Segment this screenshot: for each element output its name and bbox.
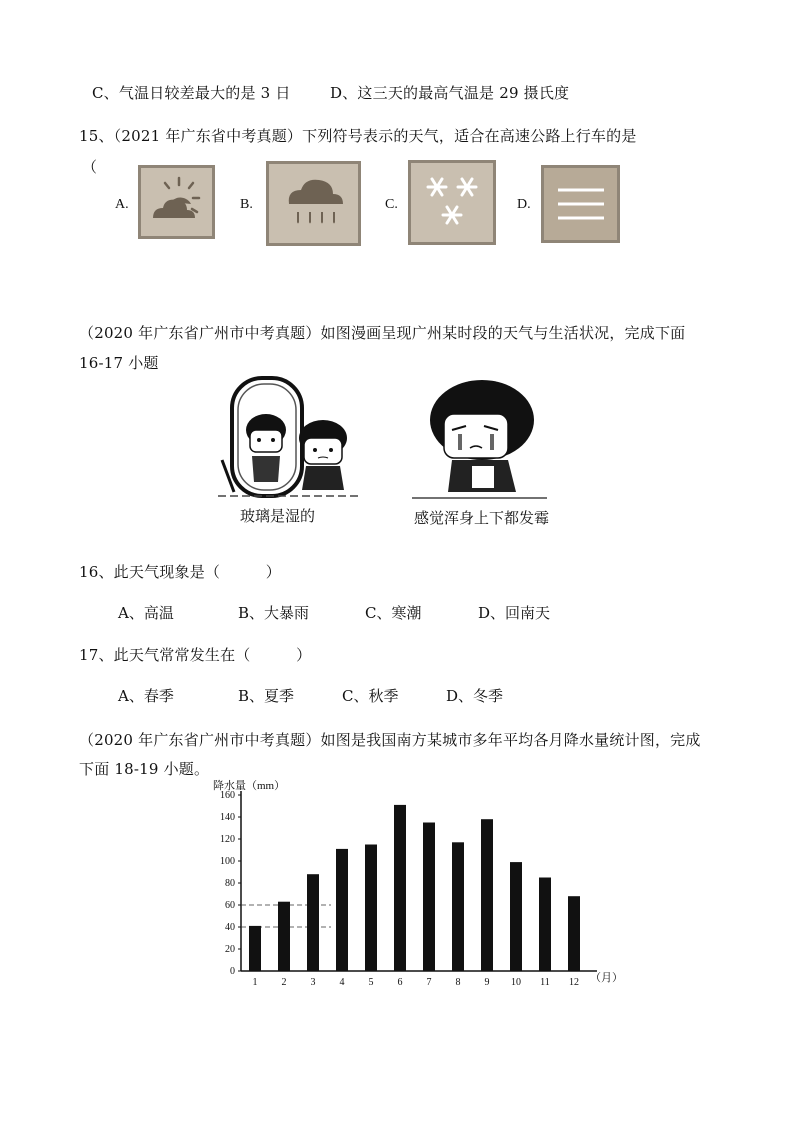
- chart-bar-month-10: [510, 862, 522, 971]
- caption-right: 感觉浑身上下都发霉: [414, 509, 550, 527]
- chart-y-tick-label: 160: [220, 790, 235, 801]
- q15-paren: （: [82, 158, 98, 176]
- chart-y-tick-label: 100: [220, 856, 235, 867]
- caption-left: 玻璃是湿的: [240, 507, 316, 525]
- intro-18-19-line2: 下面 18-19 小题。: [79, 760, 210, 778]
- cartoon-mouldy: [412, 374, 547, 508]
- chart-x-tick-label: 3: [310, 977, 316, 988]
- chart-x-tick-label: 11: [540, 977, 550, 988]
- q16-option-b: B、大暴雨: [238, 604, 310, 622]
- chart-x-tick-label: 8: [455, 977, 461, 988]
- q15-option-a-label: A.: [115, 197, 129, 212]
- q16-stem: 16、此天气现象是（ ）: [79, 563, 281, 581]
- precipitation-chart: [205, 775, 625, 1000]
- chart-y-tick-label: 120: [220, 834, 235, 845]
- intro-16-17-line2: 16-17 小题: [79, 354, 159, 372]
- chart-y-tick-label: 80: [225, 878, 235, 889]
- q17-option-a: A、春季: [118, 687, 174, 705]
- chart-y-tick-label: 40: [225, 922, 235, 933]
- chart-x-tick-label: 6: [397, 977, 403, 988]
- chart-y-tick-label: 140: [220, 812, 235, 823]
- chart-ylabel: 降水量（mm）: [213, 780, 286, 792]
- chart-bar-month-8: [452, 842, 464, 971]
- chart-y-tick-label: 0: [230, 966, 235, 977]
- chart-y-tick-label: 20: [225, 944, 235, 955]
- chart-x-tick-label: 2: [281, 977, 287, 988]
- chart-bar-month-3: [307, 874, 319, 971]
- chart-x-tick-label: 5: [368, 977, 374, 988]
- chart-x-tick-label: 1: [252, 977, 258, 988]
- chart-bar-month-7: [423, 823, 435, 972]
- q17-stem: 17、此天气常常发生在（ ）: [79, 646, 312, 664]
- q15-option-c-label: C.: [385, 197, 398, 212]
- q17-option-c: C、秋季: [342, 687, 399, 705]
- chart-x-tick-label: 4: [339, 977, 345, 988]
- chart-bar-month-11: [539, 878, 551, 972]
- q16-option-d: D、回南天: [478, 604, 551, 622]
- q15-stem: 15、（2021 年广东省中考真题）下列符号表示的天气，适合在高速公路上行车的是: [79, 127, 637, 145]
- intro-16-17-line1: （2020 年广东省广州市中考真题）如图漫画呈现广州某时段的天气与生活状况，完成下面: [79, 324, 686, 342]
- chart-bar-month-1: [249, 926, 261, 971]
- chart-xlabel: （月）: [590, 972, 623, 984]
- partly-cloudy-icon: [138, 165, 215, 239]
- q17-option-d: D、冬季: [446, 687, 504, 705]
- q16-option-c: C、寒潮: [365, 604, 422, 622]
- chart-bar-month-5: [365, 845, 377, 972]
- cloud-rain-icon: [266, 161, 361, 246]
- chart-x-tick-label: 10: [511, 977, 521, 988]
- chart-bar-month-2: [278, 902, 290, 971]
- intro-18-19-line1: （2020 年广东省广州市中考真题）如图是我国南方某城市多年平均各月降水量统计图，完成: [79, 731, 701, 749]
- chart-bar-month-6: [394, 805, 406, 971]
- chart-x-tick-label: 7: [426, 977, 432, 988]
- chart-bar-month-9: [481, 819, 493, 971]
- chart-x-tick-label: 12: [569, 977, 579, 988]
- snow-icon: [408, 160, 496, 245]
- chart-bar-month-12: [568, 896, 580, 971]
- fog-icon: [541, 165, 620, 243]
- chart-x-tick-label: 9: [484, 977, 490, 988]
- q15-option-d-label: D.: [517, 197, 531, 212]
- chart-y-tick-label: 60: [225, 900, 235, 911]
- q15-option-b-label: B.: [240, 197, 253, 212]
- q14-option-d: D、这三天的最高气温是 29 摄氏度: [330, 84, 570, 102]
- q16-option-a: A、高温: [118, 604, 174, 622]
- q17-option-b: B、夏季: [238, 687, 295, 705]
- chart-bar-month-4: [336, 849, 348, 971]
- q14-option-c: C、气温日较差最大的是 3 日: [92, 84, 291, 102]
- cartoon-wet-glass: [218, 372, 358, 508]
